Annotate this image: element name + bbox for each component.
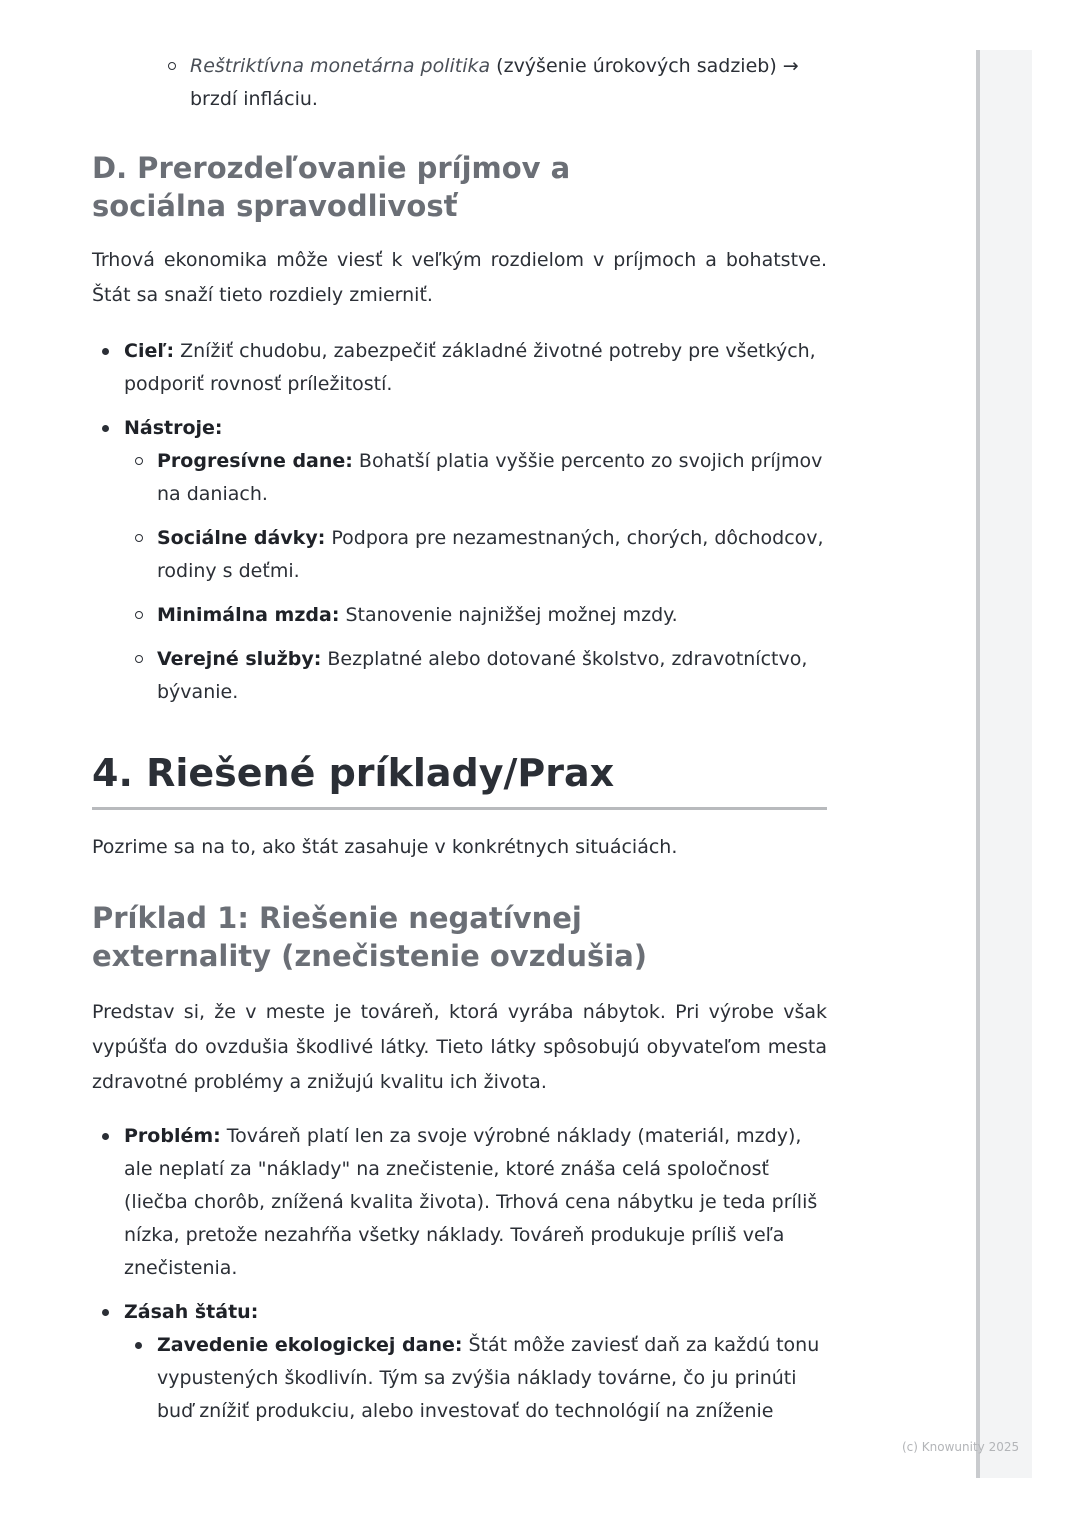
example-1-intro: Predstav si, že v meste je továreň, ktorá vyrába nábytok. Pri výrobe však vypúšťa do ovzdušia škodlivé látky. Tieto látky spôsobujú obyvateľom mesta zdravotné problémy a znižujú kvalitu ich života. <box>92 1001 827 1093</box>
intervention-list <box>124 1329 827 1428</box>
section-4-intro: Pozrime sa na to, ako štát zasahuje v konkrétnych situáciách. <box>92 836 678 858</box>
tools-item <box>124 412 827 709</box>
intervention-subitem-label: Zavedenie ekologickej dane: <box>157 1334 463 1356</box>
tool-item <box>157 445 827 511</box>
intervention-item <box>124 1296 827 1428</box>
tool-label: Progresívne dane: <box>157 450 353 472</box>
tool-text: Podpora pre nezamestnaných, chorých, dôchodcov, rodiny s deťmi. <box>157 527 824 582</box>
goal-item <box>124 335 827 401</box>
problem-text: Továreň platí len za svoje výrobné náklady (materiál, mzdy), ale neplatí za "náklady" na znečistenie, ktoré znáša celá spoločnosť (liečba chorôb, znížená kvalita života). Trhová cena nábytku je teda príliš nízka, pretože nezahŕňa všetky náklady. Továreň produkuje príliš veľa znečistenia. <box>124 1125 818 1279</box>
tool-item <box>157 522 827 588</box>
list-item-text: (zvýšenie úrokových sadzieb) → brzdí infláciu. <box>190 55 799 110</box>
tool-item <box>157 599 827 632</box>
tool-label: Verejné služby: <box>157 648 322 670</box>
intervention-label: Zásah štátu: <box>124 1301 259 1323</box>
goal-label: Cieľ: <box>124 340 175 362</box>
copyright-footer: (c) Knowunity 2025 <box>902 1440 1020 1454</box>
example-1-list <box>92 1120 827 1428</box>
intervention-subitem <box>157 1329 827 1428</box>
tool-label: Minimálna mzda: <box>157 604 340 626</box>
tool-text: Bezplatné alebo dotované školstvo, zdravotníctvo, bývanie. <box>157 648 808 703</box>
tool-item <box>157 643 827 709</box>
tool-label: Sociálne dávky: <box>157 527 326 549</box>
problem-label: Problém: <box>124 1125 221 1147</box>
tool-text: Bohatší platia vyššie percento zo svojich príjmov na daniach. <box>157 450 823 505</box>
section-d-heading: D. Prerozdeľovanie príjmov a sociálna spravodlivosť <box>92 151 571 223</box>
tool-text: Stanovenie najnižšej možnej mzdy. <box>339 604 678 626</box>
section-d-intro: Trhová ekonomika môže viesť k veľkým rozdielom v príjmoch a bohatstve. Štát sa snaží tieto rozdiely zmierniť. <box>92 249 827 306</box>
italic-term: Reštriktívna monetárna politika <box>190 55 491 77</box>
tools-list <box>124 445 827 709</box>
document-content <box>92 50 827 1439</box>
tools-label: Nástroje: <box>124 417 223 439</box>
intervention-subitem-text: Štát môže zaviesť daň za každú tonu vypustených škodlivín. Tým sa zvýšia náklady továrne, čo ju prinúti buď znížiť produkciu, alebo investovať do technológií na zníženie <box>157 1334 820 1422</box>
monetary-policy-list <box>92 50 827 116</box>
list-item <box>190 50 800 116</box>
example-1-heading: Príklad 1: Riešenie negatívnej externality (znečistenie ovzdušia) <box>92 901 648 973</box>
goal-text: Znížiť chudobu, zabezpečiť základné životné potreby pre všetkých, podporiť rovnosť príležitostí. <box>124 340 816 395</box>
right-sidebar-panel <box>976 50 1032 1478</box>
problem-item <box>124 1120 827 1285</box>
section-d-list <box>92 335 827 709</box>
section-4-heading: 4. Riešené príklady/Prax <box>92 749 827 810</box>
